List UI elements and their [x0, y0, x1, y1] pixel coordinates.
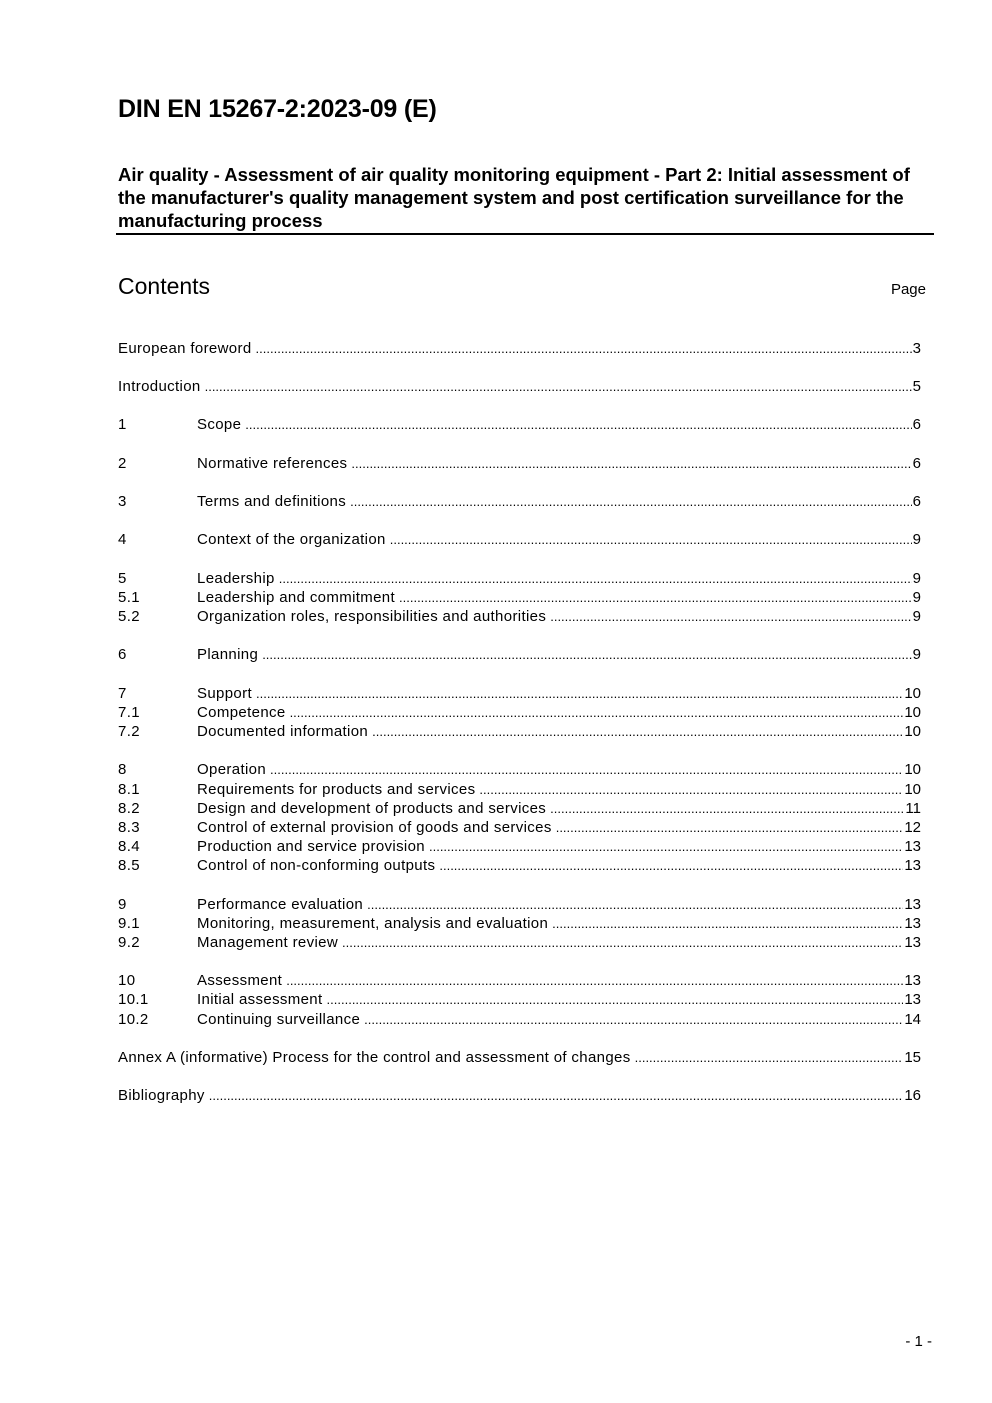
toc-entry-page: 9	[912, 589, 921, 606]
toc-dot-leader	[209, 1086, 904, 1105]
toc-entry-number: 8.1	[118, 781, 140, 798]
toc-entry-page: 13	[904, 857, 921, 874]
toc-entry-title: Normative references	[197, 455, 348, 472]
toc-dot-leader	[270, 760, 903, 779]
toc-entry-title: Introduction	[118, 378, 201, 395]
toc-entry-page: 6	[912, 493, 921, 510]
toc-entry-page: 14	[904, 1011, 921, 1028]
toc-entry-page: 13	[904, 972, 921, 989]
toc-entry-number: 5.1	[118, 589, 140, 606]
toc-entry[interactable]	[118, 1086, 921, 1105]
toc-entry-title: Context of the organization	[197, 531, 386, 548]
toc-entry-title: Leadership	[197, 570, 275, 587]
toc-entry-title: Assessment	[197, 972, 283, 989]
toc-dot-leader	[205, 377, 912, 396]
toc-dot-leader	[256, 684, 903, 703]
document-title: Air quality - Assessment of air quality monitoring equipment - Part 2: Initial assessment of the manufacturer's quality management system and post certification surveillance for the manufacturing process	[118, 164, 910, 231]
toc-entry-page: 13	[904, 934, 921, 951]
toc-entry-title: Organization roles, responsibilities and authorities	[197, 608, 547, 625]
toc-dot-leader	[635, 1048, 904, 1067]
toc-entry-number: 10.1	[118, 991, 149, 1008]
toc-entry-title: Design and development of products and services	[197, 800, 547, 817]
toc-entry-title: Performance evaluation	[197, 896, 364, 913]
toc-entry-number: 5.2	[118, 608, 140, 625]
toc-entry-page: 11	[905, 800, 921, 817]
toc-entry-page: 6	[912, 416, 921, 433]
toc-entry-page: 13	[904, 838, 921, 855]
toc-dot-leader	[556, 818, 904, 837]
toc-entry-page: 10	[904, 723, 921, 740]
toc-entry[interactable]	[118, 569, 921, 588]
toc-entry[interactable]	[118, 588, 921, 607]
toc-entry-page: 10	[904, 781, 921, 798]
toc-entry[interactable]	[118, 607, 921, 626]
toc-entry[interactable]	[118, 454, 921, 473]
toc-dot-leader	[550, 607, 911, 626]
toc-entry-number: 10	[118, 972, 136, 989]
toc-entry[interactable]	[118, 933, 921, 952]
toc-entry-number: 8.3	[118, 819, 140, 836]
toc-entry-page: 9	[912, 646, 921, 663]
toc-entry-page: 9	[912, 531, 921, 548]
toc-dot-leader	[372, 722, 903, 741]
page-column-label: Page	[890, 281, 926, 298]
toc-entry-title: Operation	[197, 761, 267, 778]
toc-dot-leader	[479, 780, 903, 799]
toc-entry-number: 8	[118, 761, 127, 778]
toc-entry[interactable]	[118, 377, 921, 396]
toc-dot-leader	[342, 933, 903, 952]
toc-entry-number: 9	[118, 896, 127, 913]
toc-entry-page: 10	[904, 761, 921, 778]
toc-entry-number: 8.2	[118, 800, 140, 817]
toc-entry-title: Production and service provision	[197, 838, 425, 855]
toc-entry[interactable]	[118, 703, 921, 722]
toc-entry-page: 3	[912, 340, 921, 357]
toc-dot-leader	[286, 971, 903, 990]
toc-dot-leader	[350, 492, 912, 511]
toc-entry[interactable]	[118, 645, 921, 664]
toc-entry[interactable]	[118, 780, 921, 799]
toc-entry[interactable]	[118, 990, 921, 1009]
toc-entry-number: 1	[118, 416, 127, 433]
toc-entry-title: Terms and definitions	[197, 493, 347, 510]
toc-dot-leader	[550, 799, 904, 818]
toc-entry-title: Control of non-conforming outputs	[197, 857, 436, 874]
contents-heading: Contents	[118, 273, 211, 299]
toc-entry[interactable]	[118, 837, 921, 856]
toc-entry-number: 5	[118, 570, 127, 587]
toc-dot-leader	[327, 990, 904, 1009]
toc-entry-title: Documented information	[197, 723, 369, 740]
toc-entry-number: 7	[118, 685, 127, 702]
toc-dot-leader	[429, 837, 903, 856]
toc-entry[interactable]	[118, 818, 921, 837]
footer-page-number: - 1 -	[905, 1333, 932, 1350]
toc-entry[interactable]	[118, 530, 921, 549]
toc-entry-title: Competence	[197, 704, 286, 721]
toc-entry-title: Management review	[197, 934, 339, 951]
toc-entry-page: 6	[912, 455, 921, 472]
toc-dot-leader	[245, 415, 911, 434]
toc-entry[interactable]	[118, 914, 921, 933]
toc-dot-leader	[262, 645, 911, 664]
toc-entry[interactable]	[118, 722, 921, 741]
toc-entry-number: 6	[118, 646, 127, 663]
toc-entry-title: Requirements for products and services	[197, 781, 476, 798]
toc-entry-number: 10.2	[118, 1011, 149, 1028]
toc-entry[interactable]	[118, 684, 921, 703]
toc-entry-title: Support	[197, 685, 252, 702]
toc-entry-number: 9.2	[118, 934, 140, 951]
toc-entry[interactable]	[118, 799, 921, 818]
toc-entry-title: Scope	[197, 416, 242, 433]
toc-entry-title: Annex A (informative) Process for the control and assessment of changes	[118, 1049, 631, 1066]
toc-entry[interactable]	[118, 492, 921, 511]
toc-entry-page: 10	[904, 704, 921, 721]
toc-dot-leader	[367, 895, 903, 914]
toc-entry-title: Planning	[197, 646, 259, 663]
toc-entry-page: 5	[912, 378, 921, 395]
toc-entry-page: 9	[912, 570, 921, 587]
toc-entry-number: 2	[118, 455, 127, 472]
toc-entry-title: Monitoring, measurement, analysis and evaluation	[197, 915, 549, 932]
toc-entry[interactable]	[118, 1048, 921, 1067]
toc-dot-leader	[364, 1010, 903, 1029]
toc-entry-page: 10	[904, 685, 921, 702]
toc-entry-number: 7.1	[118, 704, 140, 721]
toc-entry-title: Leadership and commitment	[197, 589, 396, 606]
toc-entry-page: 15	[904, 1049, 921, 1066]
toc-entry-title: Control of external provision of goods and services	[197, 819, 552, 836]
toc-entry-number: 8.4	[118, 838, 140, 855]
toc-dot-leader	[290, 703, 904, 722]
toc-entry-page: 12	[904, 819, 921, 836]
toc-dot-leader	[351, 454, 911, 473]
toc-entry-title: Bibliography	[118, 1087, 205, 1104]
toc-entry-page: 13	[904, 915, 921, 932]
toc-entry-number: 9.1	[118, 915, 140, 932]
toc-dot-leader	[399, 588, 912, 607]
toc-entry-number: 3	[118, 493, 127, 510]
document-id: DIN EN 15267-2:2023-09 (E)	[118, 95, 437, 123]
toc-entry[interactable]	[118, 415, 921, 434]
toc-entry[interactable]	[118, 895, 921, 914]
toc-entry[interactable]	[118, 339, 921, 358]
toc-dot-leader	[390, 530, 912, 549]
toc-entry[interactable]	[118, 856, 921, 875]
toc-entry-page: 16	[904, 1087, 921, 1104]
toc-entry-page: 9	[912, 608, 921, 625]
toc-entry[interactable]	[118, 971, 921, 990]
toc-entry-page: 13	[904, 896, 921, 913]
toc-entry[interactable]	[118, 760, 921, 779]
title-divider	[116, 233, 934, 235]
toc-entry-number: 8.5	[118, 857, 140, 874]
toc-dot-leader	[256, 339, 912, 358]
toc-dot-leader	[279, 569, 912, 588]
toc-entry-title: European foreword	[118, 340, 252, 357]
toc-dot-leader	[439, 856, 903, 875]
toc-entry[interactable]	[118, 1010, 921, 1029]
toc-entry-number: 4	[118, 531, 127, 548]
toc-entry-title: Continuing surveillance	[197, 1011, 361, 1028]
toc-entry-title: Initial assessment	[197, 991, 323, 1008]
toc-entry-number: 7.2	[118, 723, 140, 740]
toc-dot-leader	[552, 914, 903, 933]
toc-entry-page: 13	[904, 991, 921, 1008]
